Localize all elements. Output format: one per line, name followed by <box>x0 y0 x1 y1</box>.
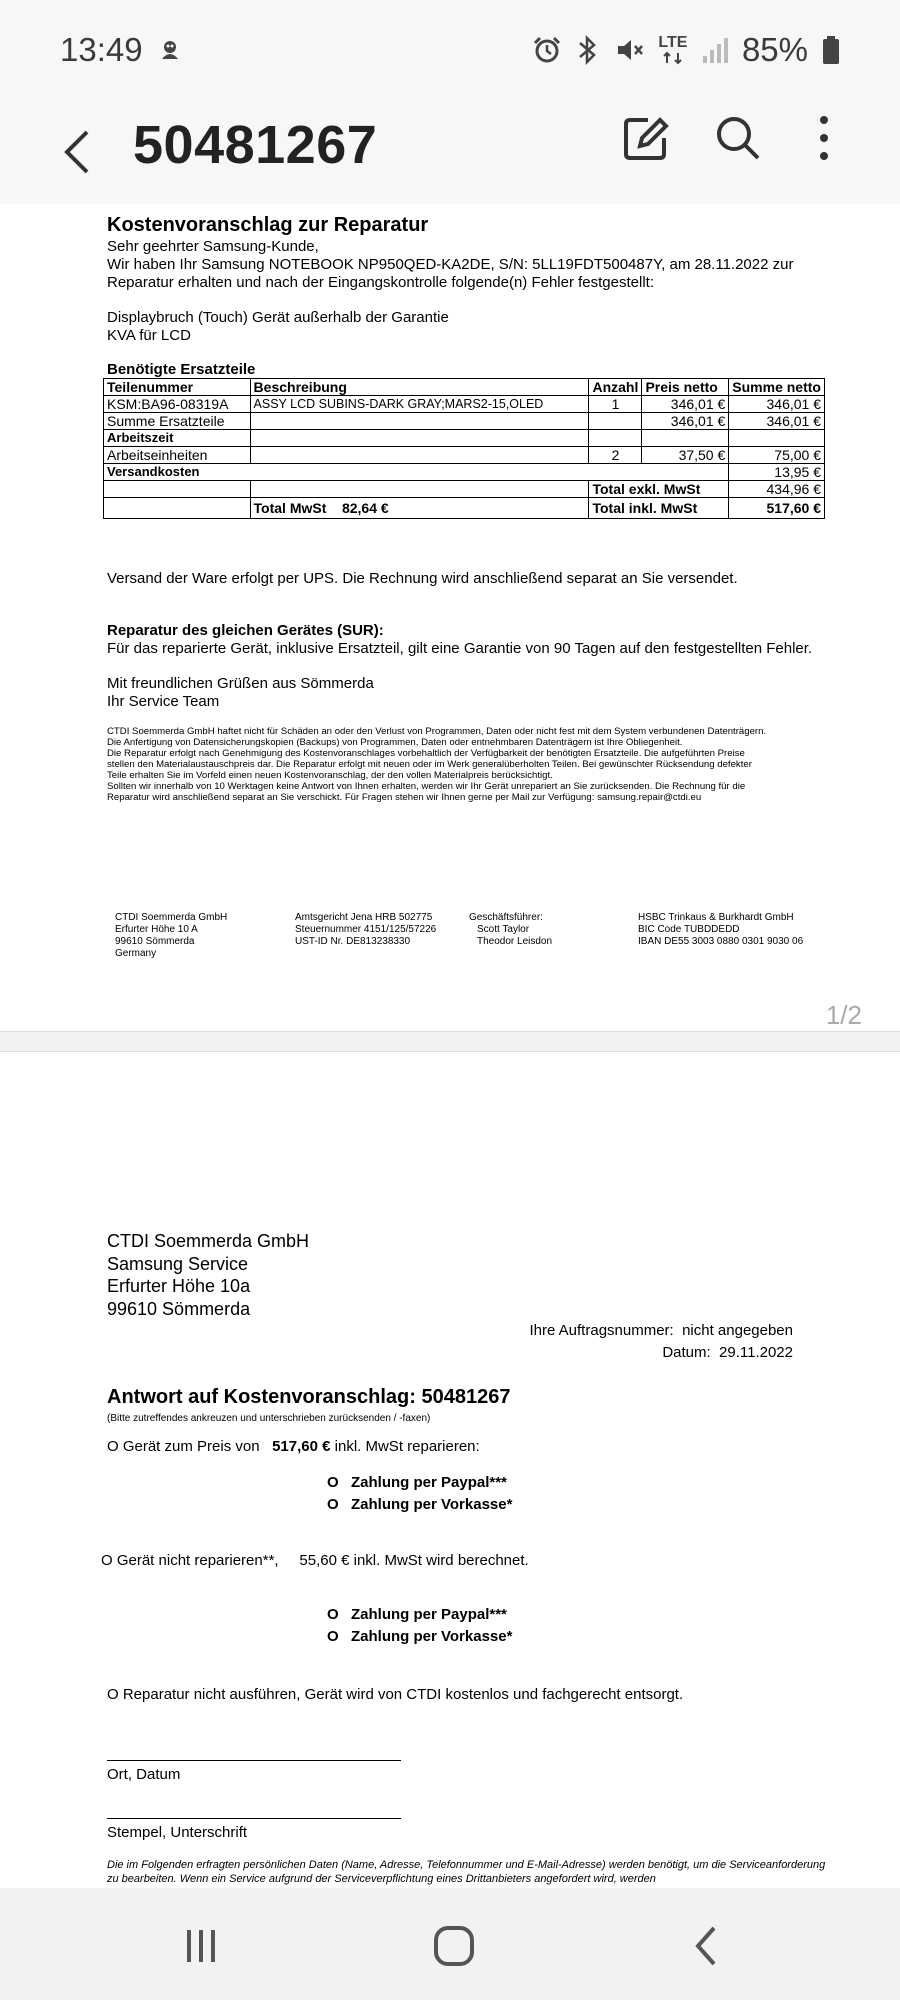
closing-line-1: Mit freundlichen Grüßen aus Sömmerda <box>107 675 374 692</box>
page-indicator: 1/2 <box>825 1000 862 1030</box>
legal-line: Die Reparatur erfolgt nach Genehmigung des Kostenvoranschlages vorbehaltlich der Verfügbarkeit der benötigten Ersatzteile. Die aufgeführten Preise <box>107 748 745 759</box>
option-repair-price: 517,60 € <box>272 1438 331 1455</box>
footer-line: BIC Code TUBDDEDD <box>638 924 740 935</box>
footer-line: Theodor Leisdon <box>477 936 553 947</box>
footer-bank <box>638 912 803 948</box>
legal-line: stellen den Materialaustauschpreis dar. Die Reparatur erfolgt mit neuen oder im Werk generalüberholten Teilen. Bei gewünschter Rücksendung defekter <box>107 759 752 770</box>
col-header: Teilenummer <box>104 379 251 396</box>
col-header: Beschreibung <box>250 379 589 396</box>
checkbox-marker: O <box>327 1628 339 1645</box>
mute-icon <box>614 35 644 65</box>
option-repair-post: inkl. MwSt reparieren: <box>334 1438 480 1455</box>
owl-notification-icon <box>157 37 183 63</box>
footer-line: Erfurter Höhe 10 A <box>115 924 198 935</box>
alarm-icon <box>532 35 562 65</box>
address-line: 99610 Sömmerda <box>107 1298 251 1319</box>
footer-company <box>115 912 227 960</box>
order-number <box>529 1322 793 1339</box>
legal-line: Reparatur wird anschließend separat an Sie verschickt. Für Fragen stehen wir Ihnen gerne per Mail zur Verfügung: samsung.repair@ctdi.eu <box>107 792 702 803</box>
more-vert-icon <box>808 112 840 164</box>
footer-line: Amtsgericht Jena HRB 502775 <box>295 912 433 923</box>
footer-line: IBAN DE55 3003 0880 0301 9030 06 <box>638 936 804 947</box>
part-price: 346,01 € <box>642 396 729 413</box>
page-separator <box>0 1031 900 1052</box>
footer-line: Geschäftsführer: <box>469 912 543 923</box>
more-options-button[interactable] <box>808 112 840 164</box>
app-bar <box>0 100 900 204</box>
footer-line: 99610 Sömmerda <box>115 936 195 947</box>
table-row <box>104 498 825 519</box>
total-excl-label: Total exkl. MwSt <box>589 481 729 498</box>
footer-registry <box>295 912 436 948</box>
pay-option-vorkasse-1 <box>327 1496 512 1513</box>
back-arrow-icon <box>61 128 91 176</box>
labor-heading: Arbeitszeit <box>104 430 251 447</box>
address-line: Samsung Service <box>107 1253 249 1274</box>
total-incl: 517,60 € <box>729 498 825 519</box>
shipping-note: Versand der Ware erfolgt per UPS. Die Rechnung wird anschließend separat an Sie versendet. <box>107 570 738 587</box>
footer-line: CTDI Soemmerda GmbH <box>115 912 228 923</box>
nav-back-button[interactable] <box>675 1924 735 1968</box>
home-icon <box>432 1924 476 1968</box>
col-header: Preis netto <box>642 379 729 396</box>
shipping-sum: 13,95 € <box>729 464 825 481</box>
date-label: Datum: <box>662 1344 711 1361</box>
shipping-label: Versandkosten <box>104 464 729 481</box>
labor-quantity: 2 <box>589 447 642 464</box>
order-value: nicht angegeben <box>682 1322 793 1339</box>
address-line: CTDI Soemmerda GmbH <box>107 1231 310 1251</box>
status-time: 13:49 <box>60 31 143 68</box>
checkbox-marker: O <box>327 1496 339 1513</box>
table-row <box>104 447 825 464</box>
footer-line: Germany <box>115 948 157 959</box>
greeting: Sehr geehrter Samsung-Kunde, <box>107 238 319 255</box>
pay-vorkasse-label: Zahlung per Vorkasse* <box>351 1628 513 1645</box>
pdf-page-1 <box>0 204 900 1031</box>
total-incl-label: Total inkl. MwSt <box>589 498 729 519</box>
search-button[interactable] <box>712 112 764 164</box>
total-mwst-label: Total MwSt <box>253 500 327 516</box>
closing-line-2: Ihr Service Team <box>107 693 220 710</box>
table-row <box>104 396 825 413</box>
option-repair <box>107 1438 480 1455</box>
recents-button[interactable] <box>171 1924 231 1968</box>
recents-icon <box>181 1926 221 1966</box>
pay-option-paypal-2 <box>327 1606 507 1623</box>
battery-percent: 85% <box>741 31 808 68</box>
sum-parts-total: 346,01 € <box>729 413 825 430</box>
intro-line-2: Reparatur erhalten und nach der Eingangskontrolle folgende(n) Fehler festgestellt: <box>107 274 655 291</box>
document-title: 50481267 <box>133 115 378 175</box>
battery-icon <box>822 35 840 65</box>
legal-line: Sollten wir innerhalb von 10 Werktagen keine Antwort von Ihnen erhalten, werden wir Ihr Gerät unrepariert an Sie zurücksenden. Die Rechnung für die <box>107 781 746 792</box>
parts-heading: Benötigte Ersatzteile <box>107 361 256 378</box>
place-date-label: Ort, Datum <box>107 1766 181 1783</box>
system-nav-bar <box>0 1888 900 2000</box>
search-icon <box>712 112 764 164</box>
stamp-signature-label: Stempel, Unterschrift <box>107 1824 248 1841</box>
labor-sum: 75,00 € <box>729 447 825 464</box>
date <box>662 1344 793 1361</box>
pay-paypal-label: Zahlung per Paypal*** <box>351 1474 507 1491</box>
pay-paypal-label: Zahlung per Paypal*** <box>351 1606 507 1623</box>
legal-line: Teile erhalten Sie im Vorfeld einen neuen Kostenvoranschlag, der den vollen Materialpreis berücksichtigt. <box>107 770 553 781</box>
lte-icon: LTE <box>658 35 688 65</box>
intro-line-1: Wir haben Ihr Samsung NOTEBOOK NP950QED-KA2DE, S/N: 5LL19FDT500487Y, am 28.11.2022 zur <box>107 256 794 273</box>
total-excl: 434,96 € <box>729 481 825 498</box>
part-sum: 346,01 € <box>729 396 825 413</box>
answer-subtitle: (Bitte zutreffendes ankreuzen und unterschrieben zurücksenden / -faxen) <box>107 1413 431 1424</box>
pay-option-vorkasse-2 <box>327 1628 512 1645</box>
legal-line: Die Anfertigung von Datensicherungskopien (Backups) von Programmen, Daten oder entnehmbaren Datenträgern ist Ihre Obliegenheit. <box>107 737 683 748</box>
signature-line-place-date <box>107 1760 401 1761</box>
recipient-address <box>107 1230 309 1320</box>
answer-title: Antwort auf Kostenvoranschlag: 50481267 <box>107 1386 511 1408</box>
nav-back-icon <box>690 1924 720 1968</box>
table-row <box>104 464 825 481</box>
footer-line: Steuernummer 4151/125/57226 <box>295 924 437 935</box>
part-number: KSM:BA96-08319A <box>104 396 251 413</box>
back-button[interactable] <box>52 120 100 184</box>
table-header-row <box>104 379 825 396</box>
edit-button[interactable] <box>620 112 672 164</box>
table-row <box>104 413 825 430</box>
status-bar <box>0 0 900 100</box>
fault-line-1: Displaybruch (Touch) Gerät außerhalb der Garantie <box>107 309 449 326</box>
table-row <box>104 481 825 498</box>
labor-label: Arbeitseinheiten <box>104 447 251 464</box>
legal-line: CTDI Soemmerda GmbH haftet nicht für Schäden an oder den Verlust von Programmen, Daten oder nicht fest mit dem System verbundenen Datenträgern. <box>107 726 767 737</box>
kva-title: Kostenvoranschlag zur Reparatur <box>107 214 429 236</box>
footer-management <box>469 912 552 948</box>
footer-line: UST-ID Nr. DE813238330 <box>295 936 411 947</box>
col-header: Summe netto <box>729 379 825 396</box>
footer-line: HSBC Trinkaus & Burkhardt GmbH <box>638 912 794 923</box>
pay-vorkasse-label: Zahlung per Vorkasse* <box>351 1496 513 1513</box>
sur-text: Für das reparierte Gerät, inklusive Ersatzteil, gilt eine Garantie von 90 Tagen auf den festgestellten Fehler. <box>107 640 813 657</box>
order-label: Ihre Auftragsnummer: <box>529 1322 674 1339</box>
date-value: 29.11.2022 <box>719 1344 793 1361</box>
privacy-disclaimer: Die im Folgenden erfragten persönlichen Daten (Name, Adresse, Telefonnummer und E-Mail-Adresse) werden benötigt, um die Serviceanforderung zu bearbeiten. Wenn ein Service aufgrund der Serviceverpflichtung eines Drittanbieters angefordert wird, werden <box>107 1859 826 1885</box>
option-no-repair: O Gerät nicht reparieren**, 55,60 € inkl. MwSt wird berechnet. <box>101 1552 529 1569</box>
table-row <box>104 430 825 447</box>
home-button[interactable] <box>424 1924 484 1968</box>
part-quantity: 1 <box>589 396 642 413</box>
parts-table <box>103 378 825 519</box>
option-dispose: O Reparatur nicht ausführen, Gerät wird von CTDI kostenlos und fachgerecht entsorgt. <box>107 1686 684 1703</box>
legal-text <box>107 726 847 803</box>
col-header: Anzahl <box>589 379 642 396</box>
checkbox-marker: O <box>327 1606 339 1623</box>
signature-line-stamp <box>107 1818 401 1819</box>
bluetooth-icon <box>576 35 600 65</box>
edit-icon <box>620 112 672 164</box>
total-mwst: 82,64 € <box>341 500 389 516</box>
address-line: Erfurter Höhe 10a <box>107 1276 251 1296</box>
labor-price: 37,50 € <box>642 447 729 464</box>
pdf-page-2 <box>0 1052 900 1888</box>
sum-parts-label: Summe Ersatzteile <box>104 413 251 430</box>
part-description: ASSY LCD SUBINS-DARK GRAY;MARS2-15,OLED <box>250 396 589 413</box>
option-repair-pre: O Gerät zum Preis von <box>107 1438 260 1455</box>
footer-line: Scott Taylor <box>477 924 530 935</box>
fault-line-2: KVA für LCD <box>107 327 191 344</box>
checkbox-marker: O <box>327 1474 339 1491</box>
signal-icon <box>702 36 728 64</box>
pay-option-paypal-1 <box>327 1474 507 1491</box>
sur-heading: Reparatur des gleichen Gerätes (SUR): <box>107 622 384 639</box>
sum-parts-price: 346,01 € <box>642 413 729 430</box>
